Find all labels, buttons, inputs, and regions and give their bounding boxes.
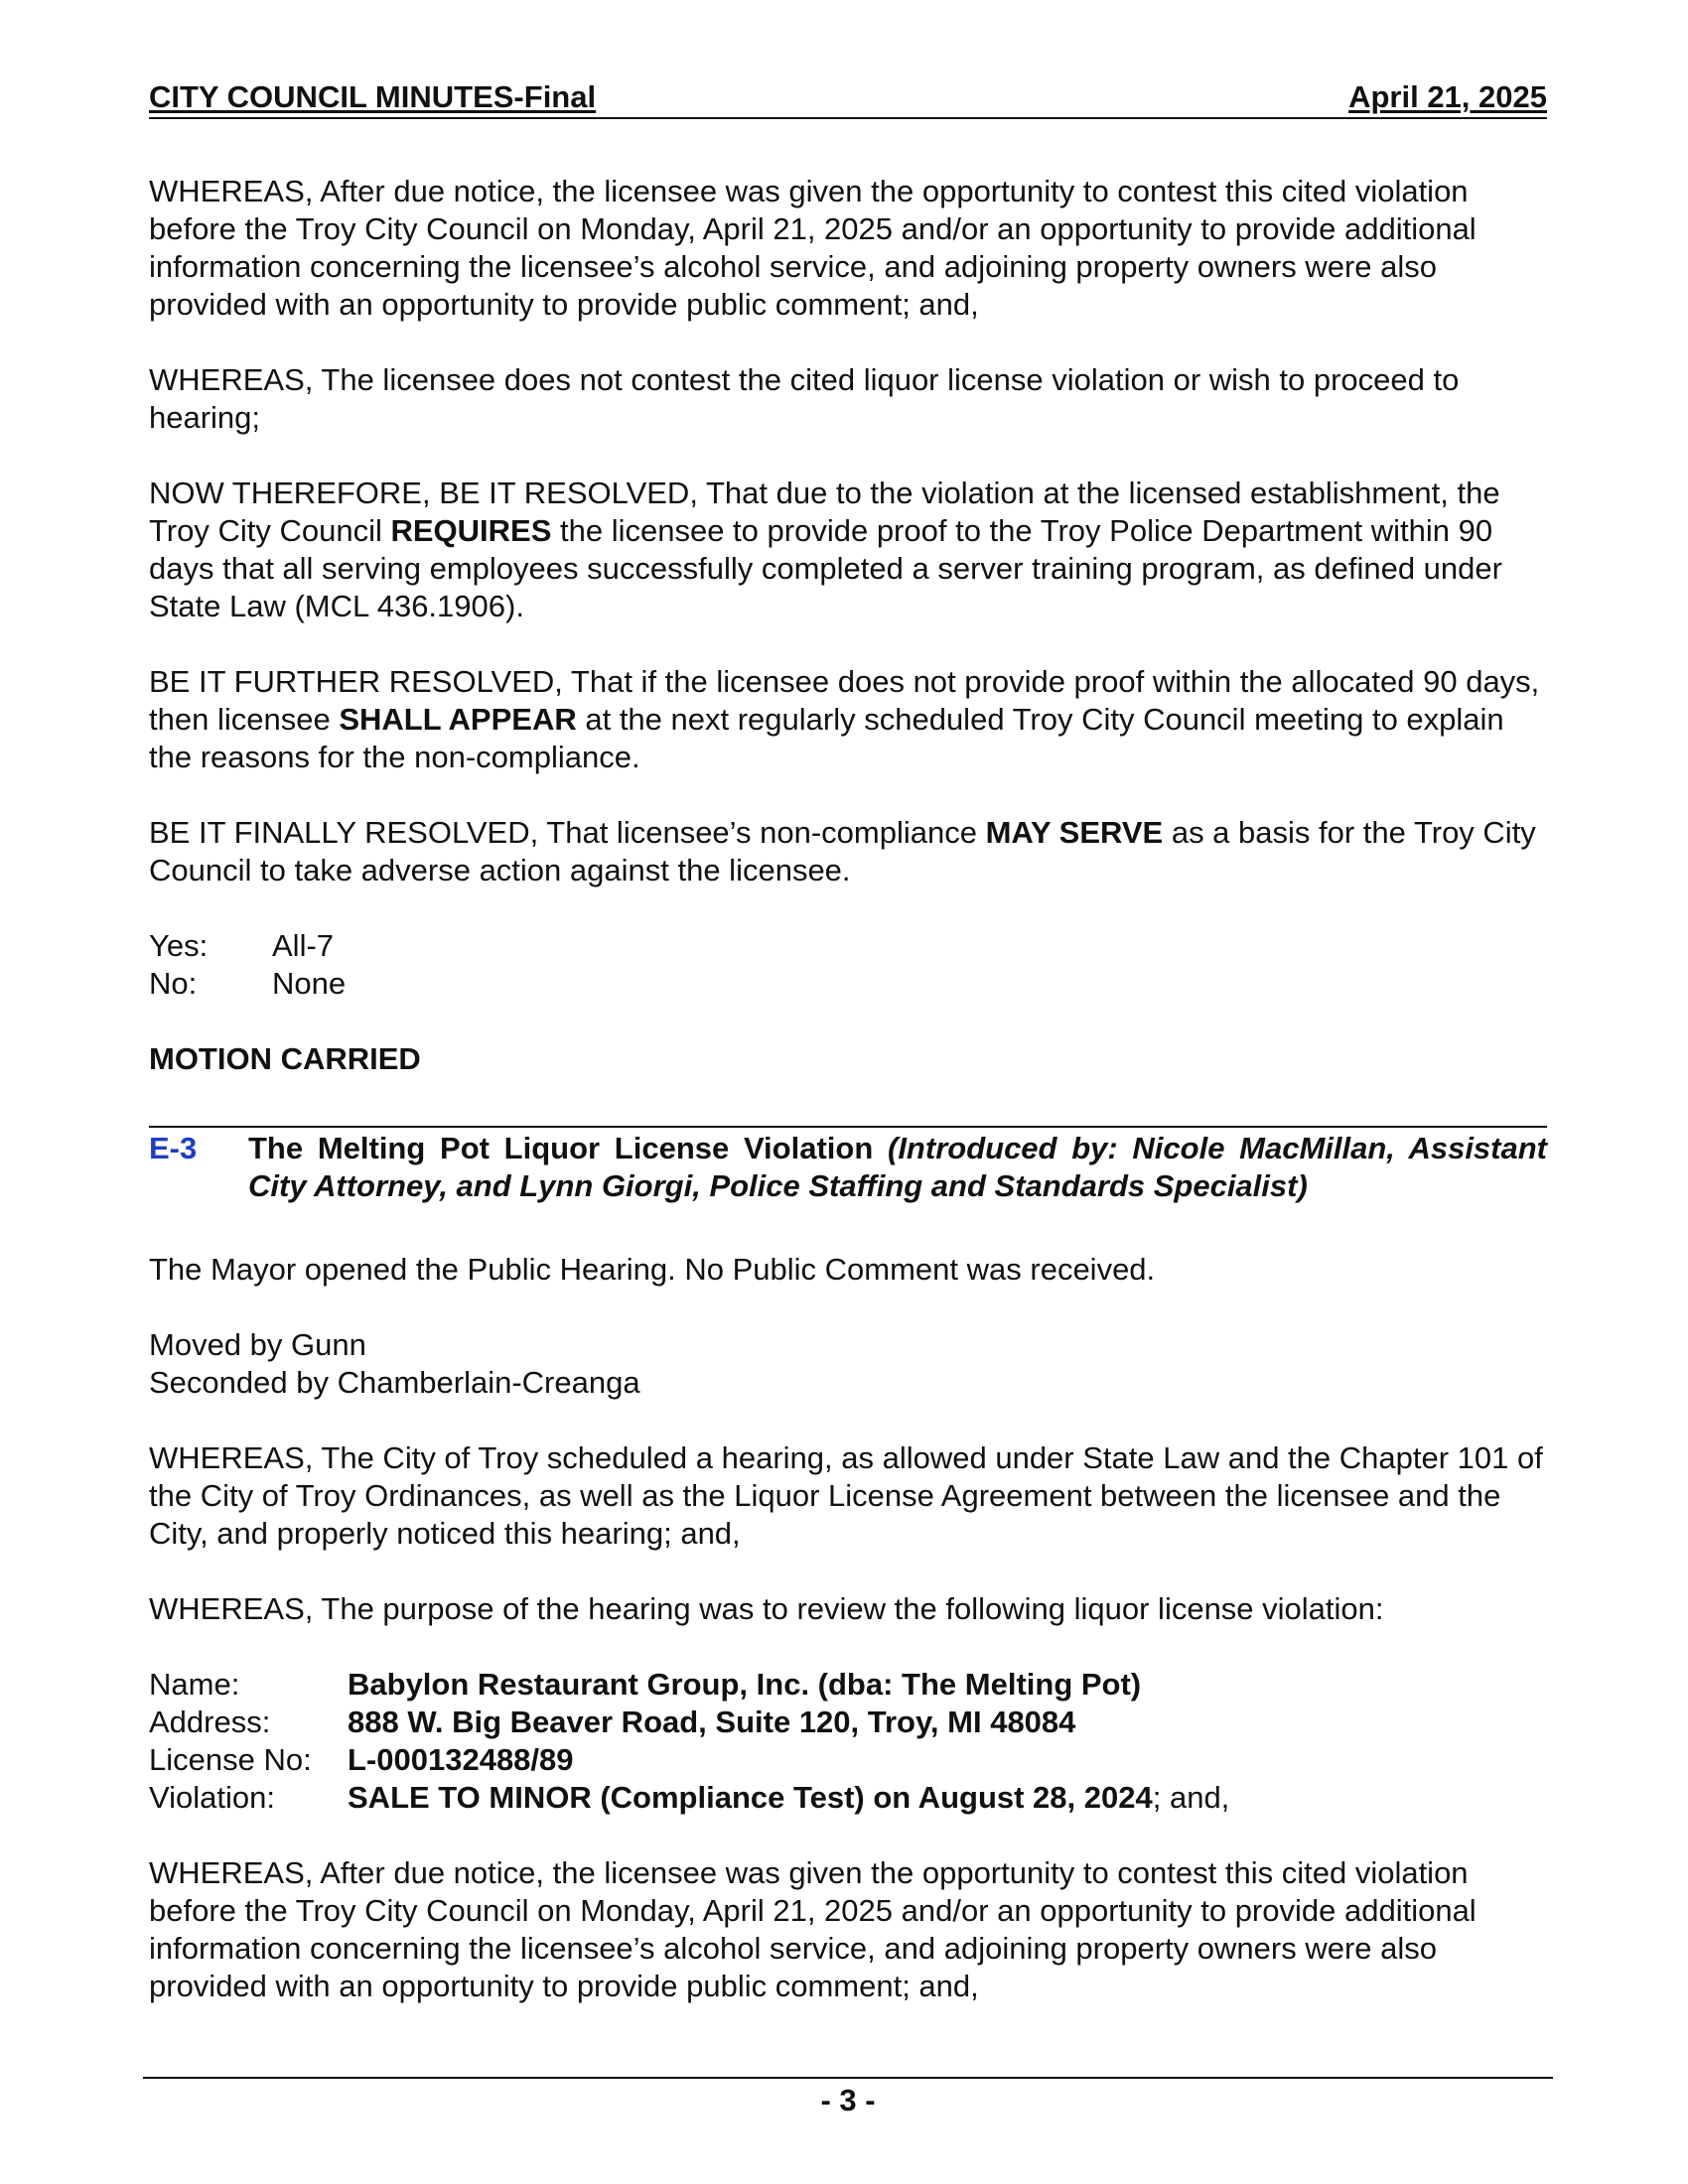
license-number-row [149, 1741, 1547, 1779]
vote-yes-row [149, 927, 1547, 965]
page-header [149, 79, 1547, 119]
vote-no-label: No: [149, 965, 198, 1001]
violation-row [149, 1779, 1547, 1817]
page-footer [143, 2077, 1553, 2118]
further-resolved-text-1: BE IT FURTHER RESOLVED, That if the licensee does not provide proof within the allocated 90 days, then licensee [149, 663, 1540, 737]
license-number-label: License No: [149, 1741, 312, 1777]
violation-value: SALE TO MINOR (Compliance Test) on August 28, 2024 [348, 1779, 1153, 1815]
whereas-purpose-paragraph: WHEREAS, The purpose of the hearing was to review the following liquor license violation: [149, 1590, 1384, 1626]
motion-result: MOTION CARRIED [149, 1040, 421, 1076]
whereas-notice-paragraph: WHEREAS, After due notice, the licensee was given the opportunity to contest this cited violation before the Troy City Council on Monday, April 21, 2025 and/or an opportunity to provide additional information concerning the licensee’s alcohol service, and adjoining property owners were also provided with an opportunity to provide public comment; and, [149, 173, 1477, 322]
violation-suffix: ; and, [1152, 1779, 1230, 1815]
further-resolved-emphasis: SHALL APPEAR [339, 701, 577, 737]
document-title: CITY COUNCIL MINUTES-Final [149, 79, 597, 114]
page-number: - 3 - [820, 2083, 876, 2117]
public-hearing-note: The Mayor opened the Public Hearing. No Public Comment was received. [149, 1251, 1156, 1287]
vote-yes-value: All-7 [272, 927, 335, 963]
vote-no-value: None [272, 965, 347, 1001]
seconded-by: Seconded by Chamberlain-Creanga [149, 1364, 640, 1400]
meeting-date: April 21, 2025 [1348, 79, 1547, 114]
finally-resolved-paragraph [149, 814, 1547, 889]
finally-resolved-text-1: BE IT FINALLY RESOLVED, That licensee’s non-compliance [149, 814, 986, 850]
further-resolved-paragraph [149, 663, 1547, 776]
agenda-item-heading [149, 1128, 1547, 1205]
finally-resolved-text-2: as a basis for the Troy City Council to take adverse action against the licensee. [149, 814, 1536, 887]
resolved-emphasis: REQUIRES [390, 512, 552, 548]
licensee-name-row [149, 1666, 1547, 1704]
violation-label: Violation: [149, 1779, 275, 1815]
further-resolved-text-2: at the next regularly scheduled Troy City Council meeting to explain the reasons for the non-compliance. [149, 701, 1504, 774]
resolved-text-2: the licensee to provide proof to the Troy Police Department within 90 days that all serving employees successfully completed a server training program, as defined under State Law (MCL 436.1906). [149, 512, 1502, 623]
agenda-item-number: E-3 [149, 1130, 198, 1165]
whereas-notice-paragraph-2: WHEREAS, After due notice, the licensee was given the opportunity to contest this cited violation before the Troy City Council on Monday, April 21, 2025 and/or an opportunity to provide additional information concerning the licensee’s alcohol service, and adjoining property owners were also provided with an opportunity to provide public comment; and, [149, 1854, 1477, 2003]
license-number-value: L-000132488/89 [348, 1741, 574, 1777]
resolved-text-1: NOW THEREFORE, BE IT RESOLVED, That due to the violation at the licensed establishment, the Troy City Council [149, 475, 1500, 548]
agenda-item-title-block [248, 1130, 1547, 1205]
whereas-hearing-paragraph: WHEREAS, The City of Troy scheduled a hearing, as allowed under State Law and the Chapter 101 of the City of Troy Ordinances, as well as the Liquor License Agreement between the licensee and the City, and properly noticed this hearing; and, [149, 1439, 1543, 1551]
resolved-paragraph [149, 475, 1547, 625]
licensee-name-value: Babylon Restaurant Group, Inc. (dba: The Melting Pot) [348, 1666, 1142, 1702]
agenda-item-title: The Melting Pot Liquor License Violation [248, 1130, 874, 1165]
licensee-address-label: Address: [149, 1704, 271, 1739]
document-page [149, 79, 1547, 2005]
licensee-name-label: Name: [149, 1666, 240, 1702]
violation-value-block [348, 1779, 1229, 1817]
licensee-address-row [149, 1704, 1547, 1741]
moved-by: Moved by Gunn [149, 1326, 366, 1362]
finally-resolved-emphasis: MAY SERVE [985, 814, 1164, 850]
whereas-no-contest-paragraph: WHEREAS, The licensee does not contest the cited liquor license violation or wish to proceed to hearing; [149, 361, 1460, 435]
agenda-item-introduced: (Introduced by: Nicole MacMillan, Assistant City Attorney, and Lynn Giorgi, Police Staffing and Standards Specialist) [248, 1130, 1547, 1203]
vote-yes-label: Yes: [149, 927, 209, 963]
licensee-address-value: 888 W. Big Beaver Road, Suite 120, Troy, MI 48084 [348, 1704, 1076, 1739]
vote-no-row [149, 965, 1547, 1003]
